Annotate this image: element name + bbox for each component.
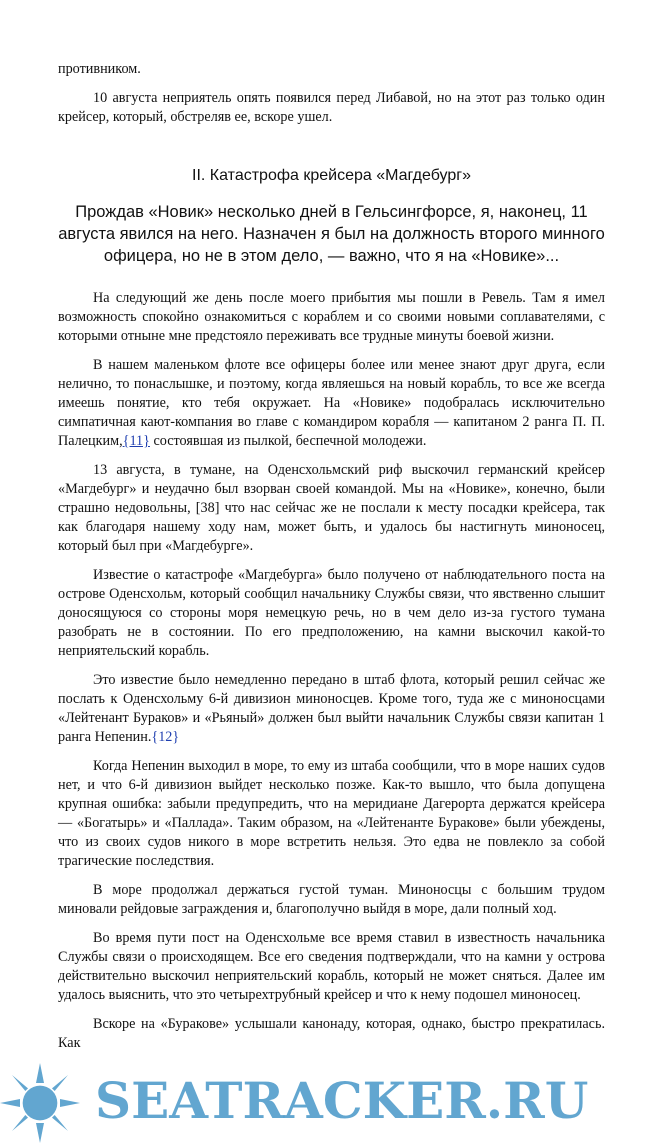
paragraph: противником.: [58, 61, 141, 77]
paragraph: Вскоре на «Буракове» услышали канонаду, которая, однако, быстро прекратилась. Как: [58, 1016, 605, 1051]
paragraph: Известие о катастрофе «Магдебурга» было получено от наблюдательного поста на острове Оденсхольм, который сообщил начальнику Службы связи, что явственно слышит доносящуюся со стороны моря немецкую речь, но в чем дело из-за густого тумана разобрать не в состоянии. По его предположению, на камни выскочил какой-то неприятельский корабль.: [58, 567, 605, 659]
sun-logo-icon: [0, 1063, 80, 1143]
paragraph-text: Это известие было немедленно передано в штаб флота, который решил сейчас же послать к Оденсхольму 6-й дивизион миноносцев. Кроме того, туда же с миноносцами «Лейтенант Бураков» и «Рьяный» должен был выйти начальник Службы связи капитан 1 ранга Непенин.: [58, 672, 605, 745]
paragraph: На следующий же день после моего прибытия мы пошли в Ревель. Там я имел возможность спокойно ознакомиться с кораблем и со своими новыми соплавателями, с которыми отныне мне предстояло переживать все трудные минуты боевой жизни.: [58, 290, 605, 344]
footnote-link-11[interactable]: {11}: [122, 433, 150, 449]
paragraph: [58, 356, 605, 451]
paragraph: 13 августа, в тумане, на Оденсхольмский риф выскочил германский крейсер «Магдебург» и неудачно был взорван своей командой. Мы на «Новике», конечно, были страшно недовольны, [38] что нас сейчас же не послали к месту посадки крейсера, так как благодаря нашему ходу нам, может быть, и удалось бы настигнуть миноносец, который был при «Магдебурге».: [58, 462, 605, 554]
footnote-link-12[interactable]: {12}: [151, 729, 180, 745]
document-page: [58, 60, 605, 1053]
paragraph: Когда Непенин выходил в море, то ему из штаба сообщили, что в море наших судов нет, и что 6-й дивизион выйдет несколько позже. Как-то вышло, что была допущена крупная ошибка: забыли предупредить, что на меридиане Дагерорта держатся крейсера — «Богатырь» и «Паллада». Таким образом, на «Лейтенанте Буракове» были убеждены, что из своих судов никого в море встретить нельзя. Это едва не повлекло за собой трагические последствия.: [58, 758, 605, 869]
epigraph: Прождав «Новик» несколько дней в Гельсингфорсе, я, наконец, 11 августа явился на него. Назначен я был на должность второго минного офицера, но не в этом дело, — важно, что я на «Новике»...: [58, 203, 605, 265]
paragraph: [58, 671, 605, 747]
chapter-title: II. Катастрофа крейсера «Магдебург»: [192, 167, 471, 184]
paragraph: 10 августа неприятель опять появился перед Либавой, но на этот раз только один крейсер, который, обстреляв ее, вскоре ушел.: [58, 90, 605, 125]
paragraph-text: состоявшая из пылкой, беспечной молодежи.: [149, 433, 427, 449]
paragraph: Во время пути пост на Оденсхольме все время ставил в известность начальника Службы связи о происходящем. Все его сведения подтверждали, что на камни у острова действительно выскочил неприятельский корабль, который не может сняться. Далее им удалось выяснить, что это четырехтрубный крейсер и что к нему подошел миноносец.: [58, 930, 605, 1003]
watermark-text: SEATRACKER.RU: [95, 1071, 589, 1130]
watermark: [0, 1063, 660, 1143]
paragraph: В море продолжал держаться густой туман. Миноносцы с большим трудом миновали рейдовые заграждения и, благополучно выйдя в море, дали полный ход.: [58, 882, 605, 917]
paragraph-text: В нашем маленьком флоте все офицеры более или менее знают друг друга, если нелично, то понаслышке, и поэтому, когда являешься на новый корабль, то все же всегда имеешь понятие, кто тебя окружает. На «Новике» подобралась исключительно симпатичная кают-компания во главе с командиром корабля — капитаном 2 ранга П. П. Палецким,: [58, 357, 605, 449]
